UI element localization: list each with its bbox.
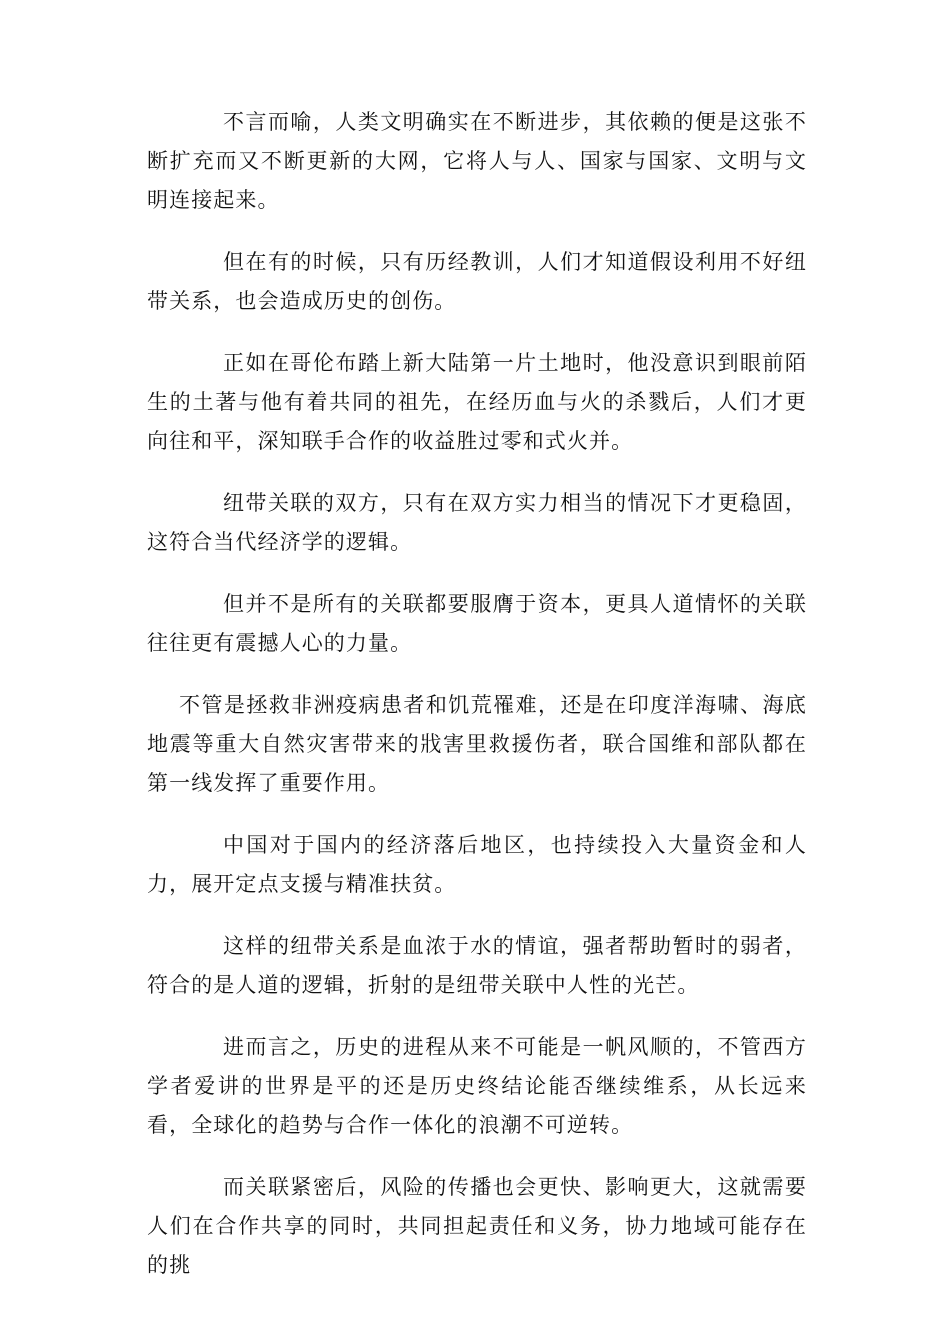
paragraph-10: 而关联紧密后，风险的传播也会更快、影响更大，这就需要人们在合作共享的同时，共同担起责任和义务，协力地域可能存在的挑 xyxy=(147,1175,807,1277)
paragraph-6: 不管是拯救非洲疫病患者和饥荒罹难，还是在印度洋海啸、海底地震等重大自然灾害带来的戕害里救援伤者，联合国维和部队都在第一线发挥了重要作用。 xyxy=(147,693,807,795)
paragraph-2: 但在有的时候，只有历经教训，人们才知道假设利用不好纽带关系，也会造成历史的创伤。 xyxy=(147,250,807,313)
paragraph-9: 进而言之，历史的进程从来不可能是一帆风顺的，不管西方学者爱讲的世界是平的还是历史终结论能否继续维系，从长远来看，全球化的趋势与合作一体化的浪潮不可逆转。 xyxy=(147,1035,807,1137)
paragraph-7: 中国对于国内的经济落后地区，也持续投入大量资金和人力，展开定点支援与精准扶贫。 xyxy=(147,833,807,896)
paragraph-5: 但并不是所有的关联都要服膺于资本，更具人道情怀的关联往往更有震撼人心的力量。 xyxy=(147,592,807,655)
paragraph-3: 正如在哥伦布踏上新大陆第一片土地时，他没意识到眼前陌生的土著与他有着共同的祖先，在经历血与火的杀戮后，人们才更向往和平，深知联手合作的收益胜过零和式火并。 xyxy=(147,351,807,453)
paragraph-1: 不言而喻，人类文明确实在不断进步，其依赖的便是这张不断扩充而又不断更新的大网，它将人与人、国家与国家、文明与文明连接起来。 xyxy=(147,110,807,212)
paragraph-8: 这样的纽带关系是血浓于水的情谊，强者帮助暂时的弱者，符合的是人道的逻辑，折射的是纽带关联中人性的光芒。 xyxy=(147,934,807,997)
document-body xyxy=(147,103,807,1308)
paragraph-4: 纽带关联的双方，只有在双方实力相当的情况下才更稳固，这符合当代经济学的逻辑。 xyxy=(147,491,807,554)
